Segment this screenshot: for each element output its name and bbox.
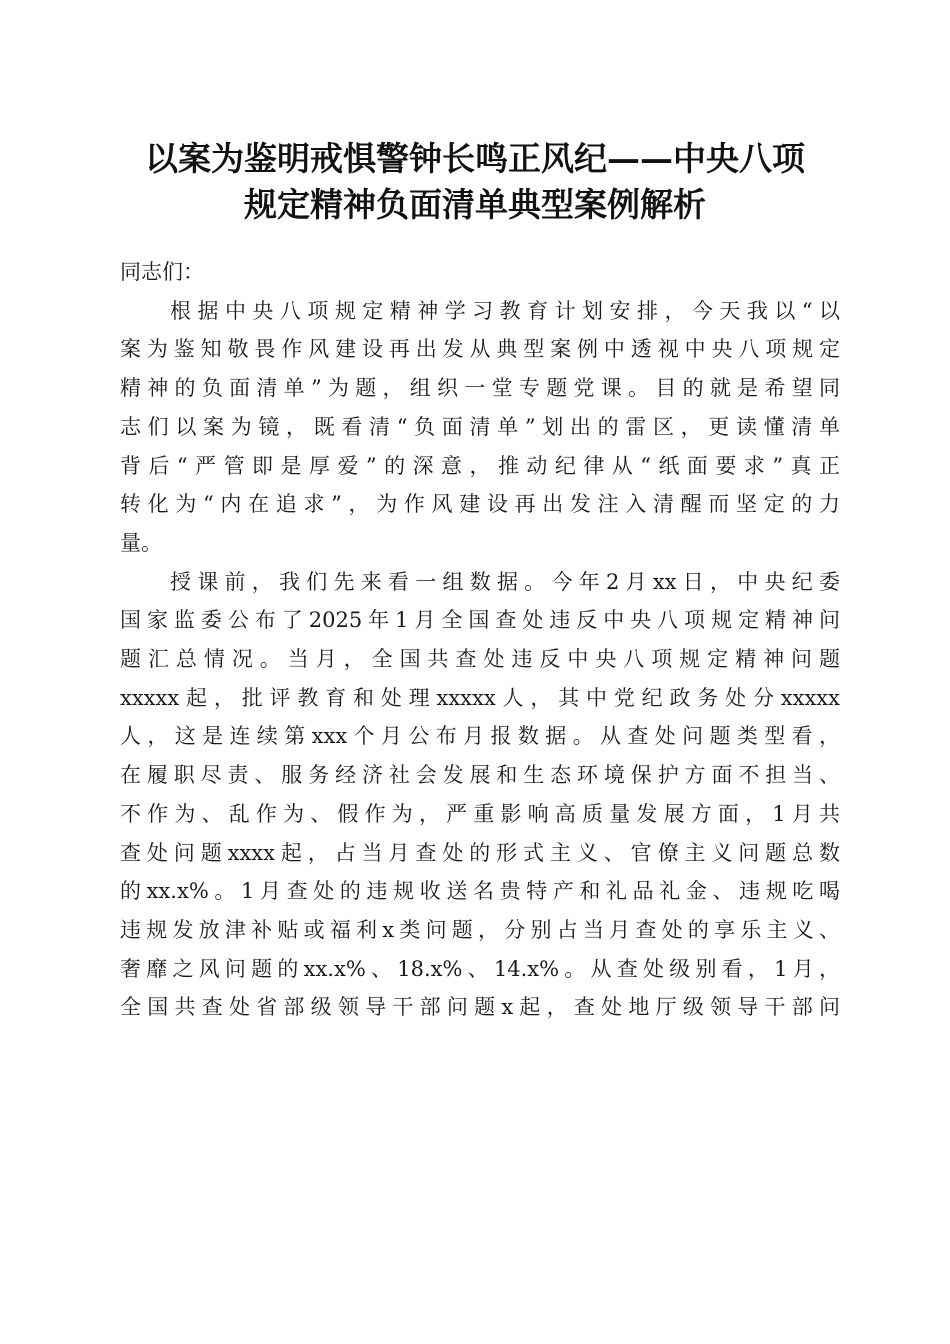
text-line: 精神的负面清单”为题，组织一堂专题党课。目的就是希望同: [120, 376, 840, 401]
text-line: 不作为、乱作为、假作为，严重影响高质量发展方面，1月共: [120, 801, 840, 826]
text-line: 的xx.x%。1月查处的违规收送名贵特产和礼品礼金、违规吃喝: [120, 879, 840, 904]
text-line: 授课前，我们先来看一组数据。今年2月xx日，中央纪委: [170, 569, 840, 594]
document-body: [120, 253, 840, 1027]
text-line: 查处问题xxxx起，占当月查处的形式主义、官僚主义问题总数: [120, 840, 840, 865]
text-line: 违规发放津补贴或福利x类问题，分别占当月查处的享乐主义、: [120, 917, 840, 942]
text-line: 全国共查处省部级领导干部问题x起，查处地厅级领导干部问: [120, 995, 840, 1020]
paragraph-1: [120, 292, 840, 563]
text-line: 在履职尽责、服务经济社会发展和生态环境保护方面不担当、: [120, 763, 840, 788]
paragraph-2: [120, 563, 840, 1027]
title-line: 规定精神负面清单典型案例解析: [244, 185, 706, 224]
text-line: 奢靡之风问题的xx.x%、18.x%、14.x%。从查处级别看，1月，: [120, 956, 840, 981]
text-line: 量。: [120, 530, 162, 555]
document-title: [100, 136, 850, 228]
text-line: 根据中央八项规定精神学习教育计划安排，今天我以“以: [170, 298, 840, 323]
text-line: 案为鉴知敬畏作风建设再出发从典型案例中透视中央八项规定: [120, 337, 840, 362]
text-line: 转化为“内在追求”，为作风建设再出发注入清醒而坚定的力: [120, 492, 840, 517]
text-line: 人，这是连续第xxx个月公布月报数据。从查处问题类型看，: [120, 724, 840, 749]
title-line: 以案为鉴明戒惧警钟长鸣正风纪——中央八项: [145, 139, 805, 178]
text-line: 题汇总情况。当月，全国共查处违反中央八项规定精神问题: [120, 647, 840, 672]
text-line: 志们以案为镜，既看清“负面清单”划出的雷区，更读懂清单: [120, 414, 840, 439]
text-line: 背后“严管即是厚爱”的深意，推动纪律从“纸面要求”真正: [120, 453, 840, 478]
text-line: xxxxx起，批评教育和处理xxxxx人，其中党纪政务处分xxxxx: [120, 685, 840, 710]
salutation: 同志们：: [120, 260, 204, 284]
text-line: 国家监委公布了2025年1月全国查处违反中央八项规定精神问: [120, 608, 840, 633]
